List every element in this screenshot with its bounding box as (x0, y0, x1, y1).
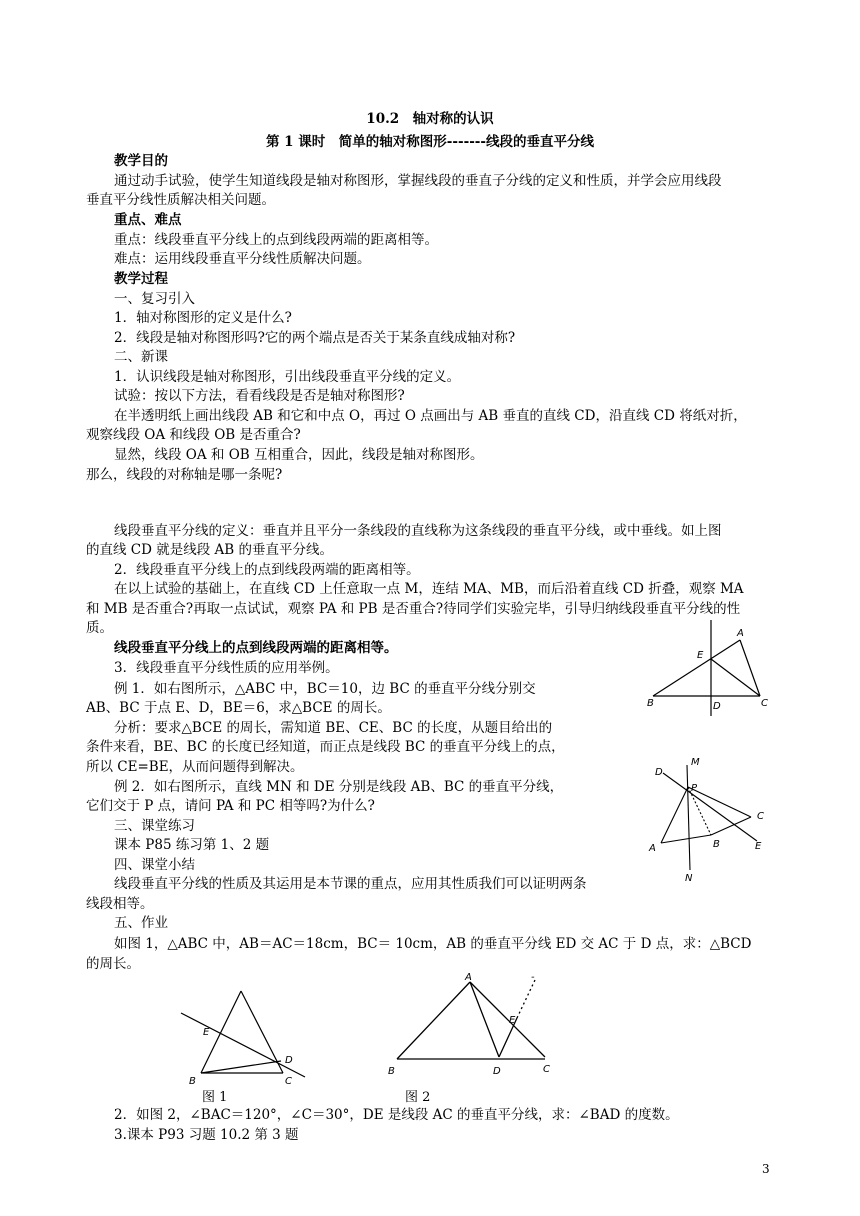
text-line: 在以上试验的基础上，在直线 CD 上任意取一点 M，连结 MA、MB，而后沿着直线 CD 折叠，观察 MA (114, 581, 744, 597)
text-line: 重点：线段垂直平分线上的点到线段两端的距离相等。 (114, 232, 438, 248)
text-line: 显然，线段 OA 和 OB 互相重合，因此，线段是轴对称图形。 (114, 447, 484, 463)
text-line: 所以 CE=BE，从而问题得到解决。 (86, 759, 304, 775)
heading-process: 教学过程 (114, 271, 168, 287)
text-line: 例 1．如右图所示，△ABC 中，BC＝10，边 BC 的垂直平分线分别交 (114, 681, 536, 697)
text-line: 线段垂直平分线的性质及其运用是本节课的重点，应用其性质我们可以证明两条 (114, 876, 587, 892)
fig-ex2-label: B (713, 839, 720, 850)
text-line: 二、新课 (114, 349, 168, 365)
text-line: 和 MB 是否重合?再取一点试试，观察 PA 和 PB 是否重合?待同学们实验完毕，引导归纳线段垂直平分线的性 (86, 601, 741, 617)
text-line: 五、作业 (114, 915, 168, 931)
fig-ex1-label: C (761, 698, 768, 709)
text-line: 1．轴对称图形的定义是什么? (114, 310, 292, 326)
text-line: 观察线段 OA 和线段 OB 是否重合? (86, 427, 301, 443)
text-line: 它们交于 P 点，请问 PA 和 PC 相等吗?为什么? (86, 798, 375, 814)
text-line: 3.课本 P93 习题 10.2 第 3 题 (114, 1127, 299, 1143)
fig2-label: - (531, 972, 535, 983)
heading-objective: 教学目的 (114, 153, 168, 169)
fig2-label: D (493, 1066, 501, 1077)
fig2-label: E (509, 1015, 516, 1026)
text-line: 一、复习引入 (114, 291, 195, 307)
fig-ex2-label: A (649, 843, 656, 854)
text-line: 条件来看，BE、BC 的长度已经知道，而正点是线段 BC 的垂直平分线上的点， (86, 739, 565, 755)
fig-ex2-label: E (755, 841, 762, 852)
text-line: 在半透明纸上画出线段 AB 和它和中点 O，再过 O 点画出与 AB 垂直的直线 CD，沿直线 CD 将纸对折， (114, 408, 747, 424)
figure-example-2 (645, 755, 775, 885)
text-line: 2．如图 2，∠BAC＝120°，∠C＝30°，DE 是线段 AC 的垂直平分线，求：∠BAD 的度数。 (114, 1107, 679, 1123)
text-line: 分析：要求△BCE 的周长，需知道 BE、CE、BC 的长度，从题目给出的 (114, 720, 553, 736)
fig2-label: A (465, 972, 472, 983)
figure-2-caption: 图 2 (405, 1090, 431, 1105)
property-statement: 线段垂直平分线上的点到线段两端的距离相等。 (114, 640, 398, 656)
text-line: 如图 1，△ABC 中，AB＝AC＝18cm，BC＝ 10cm，AB 的垂直平分线 ED 交 AC 于 D 点，求：△BCD (114, 936, 752, 952)
page-title: 10.2 轴对称的认识 (366, 111, 494, 127)
fig1-label: D (285, 1055, 293, 1066)
text-line: 线段相等。 (86, 896, 154, 912)
text-line: 例 2．如右图所示，直线 MN 和 DE 分别是线段 AB、BC 的垂直平分线， (114, 779, 564, 795)
fig-ex1-label: A (737, 628, 744, 639)
fig-ex2-label: D (655, 767, 663, 778)
text-line: 2．线段垂直平分线上的点到线段两端的距离相等。 (114, 562, 420, 578)
fig1-label: B (189, 1076, 196, 1087)
text-line: 3．线段垂直平分线性质的应用举例。 (114, 660, 339, 676)
text-line: 那么，线段的对称轴是哪一条呢? (86, 467, 283, 483)
text-line: 2．线段是轴对称图形吗?它的两个端点是否关于某条直线成轴对称? (114, 330, 516, 346)
text-line: 试验：按以下方法，看看线段是否是轴对称图形? (114, 388, 405, 404)
heading-key-points: 重点、难点 (114, 212, 182, 228)
fig2-label: C (543, 1064, 550, 1075)
text-line: 三、课堂练习 (114, 818, 195, 834)
fig1-label: C (285, 1076, 292, 1087)
text-line: 四、课堂小结 (114, 857, 195, 873)
text-line: 质。 (86, 620, 113, 636)
figure-1 (175, 985, 310, 1090)
text-line: 的周长。 (86, 956, 140, 972)
figure-1-caption: 图 1 (202, 1090, 228, 1105)
figure-2 (385, 968, 560, 1080)
text-line: AB、BC 于点 E、D，BE＝6，求△BCE 的周长。 (86, 700, 391, 716)
text-line: 的直线 CD 就是线段 AB 的垂直平分线。 (86, 542, 333, 558)
page-number: 3 (762, 1162, 770, 1176)
figure-example-1 (645, 618, 780, 718)
text-line: 课本 P85 练习第 1、2 题 (114, 837, 270, 853)
fig2-label: B (388, 1066, 395, 1077)
text-line: 难点：运用线段垂直平分线性质解决问题。 (114, 251, 371, 267)
fig-ex2-label: C (757, 811, 764, 822)
fig-ex2-label: M (691, 757, 700, 768)
text-line: 通过动手试验，使学生知道线段是轴对称图形，掌握线段的垂直子分线的定义和性质，并学会应用线段 (114, 173, 722, 189)
fig-ex1-label: D (713, 701, 721, 712)
text-line: 线段垂直平分线的定义：垂直并且平分一条线段的直线称为这条线段的垂直平分线，或中垂线。如上图 (114, 523, 722, 539)
page-subtitle: 第 1 课时 简单的轴对称图形-------线段的垂直平分线 (265, 134, 594, 150)
fig-ex2-label: P (691, 783, 698, 794)
fig-ex1-label: E (697, 650, 704, 661)
fig1-label: E (203, 1027, 210, 1038)
fig-ex1-label: B (647, 698, 654, 709)
fig-ex2-label: N (685, 873, 693, 884)
text-line: 1．认识线段是轴对称图形，引出线段垂直平分线的定义。 (114, 369, 461, 385)
text-line: 垂直平分线性质解决相关问题。 (86, 192, 275, 208)
